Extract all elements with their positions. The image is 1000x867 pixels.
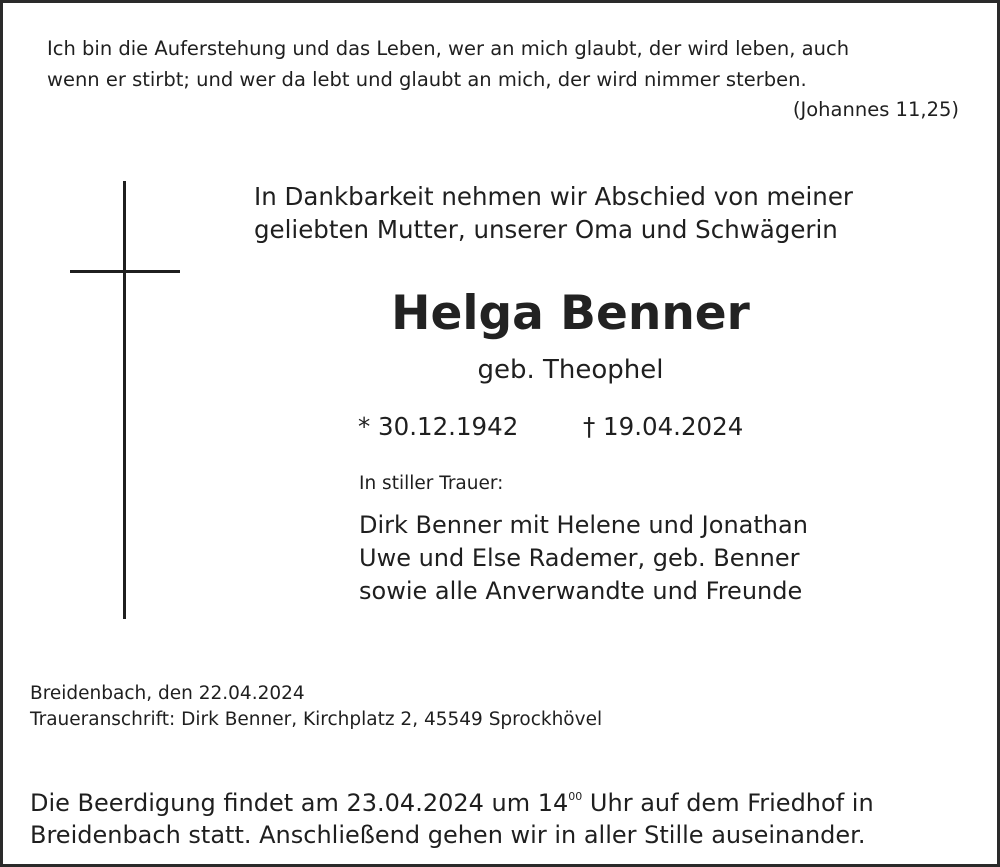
funeral-line-1-rest: Uhr auf dem Friedhof in (582, 789, 874, 817)
bible-verse (47, 33, 849, 95)
funeral-line-1 (30, 787, 874, 819)
birth-date: * 30.12.1942 (358, 412, 519, 441)
verse-reference: (Johannes 11,25) (792, 98, 959, 121)
place-and-date: Breidenbach, den 22.04.2024 (30, 683, 305, 704)
mourner-line: Dirk Benner mit Helene und Jonathan (359, 511, 808, 539)
cross-icon-crossbar (70, 270, 180, 273)
mourning-label: In stiller Trauer: (359, 473, 504, 494)
cross-icon (123, 181, 126, 619)
intro-line-1: In Dankbarkeit nehmen wir Abschied von meiner (254, 182, 853, 211)
deceased-name: Helga Benner (391, 286, 750, 341)
funeral-time-minutes: 00 (568, 790, 583, 803)
mourner-line: sowie alle Anverwandte und Freunde (359, 577, 803, 605)
verse-line-1: Ich bin die Auferstehung und das Leben, wer an mich glaubt, der wird leben, auch (47, 37, 850, 60)
verse-line-2: wenn er stirbt; und wer da lebt und glaubt an mich, der wird nimmer sterben. (47, 68, 807, 91)
funeral-line-2: Breidenbach statt. Anschließend gehen wir in aller Stille auseinander. (30, 821, 866, 849)
mourners-list (359, 509, 808, 608)
death-date: † 19.04.2024 (583, 412, 744, 441)
mourning-address: Traueranschrift: Dirk Benner, Kirchplatz 2, 45549 Sprockhövel (30, 709, 603, 730)
farewell-intro (254, 180, 853, 246)
mourner-line: Uwe und Else Rademer, geb. Benner (359, 544, 800, 572)
funeral-line-1-text: Die Beerdigung findet am 23.04.2024 um 14 (30, 789, 569, 817)
funeral-info (30, 787, 874, 851)
maiden-name: geb. Theophel (477, 355, 664, 385)
intro-line-2: geliebten Mutter, unserer Oma und Schwägerin (254, 215, 838, 244)
